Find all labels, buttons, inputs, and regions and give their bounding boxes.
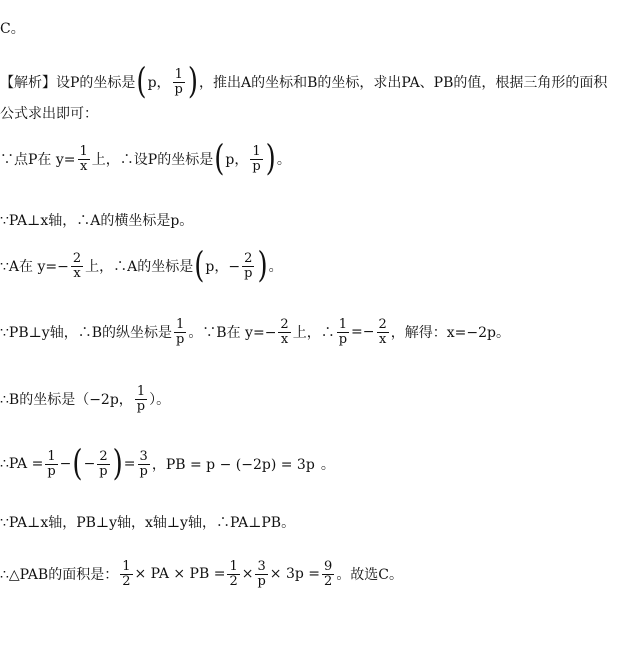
equals-sign: = bbox=[123, 456, 136, 473]
left-paren: ( bbox=[194, 245, 205, 287]
fraction-1-over-2: $\frac{1}{2}$ bbox=[122, 559, 131, 589]
left-paren: ( bbox=[136, 61, 147, 103]
step-text: × PA × PB = bbox=[134, 566, 226, 583]
step-text: ，PB = p − (−2p) = 3p bbox=[151, 457, 315, 474]
answer-line bbox=[0, 18, 25, 38]
step-pa-perp bbox=[0, 210, 193, 230]
fraction-1-over-p: $\frac{1}{p}$ bbox=[252, 144, 261, 174]
fraction-2-over-x: $\frac{2}{x}$ bbox=[72, 251, 82, 281]
step-end: 。 bbox=[268, 259, 283, 276]
step-point-b bbox=[0, 318, 510, 346]
analysis-intro: 【解析】设P的坐标是 bbox=[0, 75, 136, 92]
step-end: 。 bbox=[320, 457, 335, 474]
step-text: ∴PA = bbox=[0, 456, 44, 473]
step-text: ∵PA⊥x轴，PB⊥y轴，x轴⊥y轴，∴PA⊥PB。 bbox=[0, 515, 296, 531]
step-text: 。故选C。 bbox=[336, 567, 404, 584]
analysis-text: ，推出A的坐标和B的坐标，求出PA、PB的值，根据三角形的面积 bbox=[199, 75, 608, 92]
step-text: ∵PA⊥x轴，∴A的横坐标是p。 bbox=[0, 213, 194, 229]
step-text: 上，∴A的坐标是 bbox=[85, 259, 194, 276]
step-text: ∴B的坐标是（−2p， bbox=[0, 392, 133, 409]
step-text: × 3p = bbox=[269, 566, 321, 583]
step-area bbox=[0, 560, 403, 588]
step-text: 上，∴设P的坐标是 bbox=[91, 152, 214, 169]
step-text: ∵A在 y=− bbox=[0, 259, 69, 276]
step-end: 。 bbox=[276, 152, 291, 169]
fraction-2-over-x: $\frac{2}{x}$ bbox=[280, 317, 289, 347]
fraction-1-over-p: $\frac{1}{p}$ bbox=[338, 317, 348, 347]
step-perpendicular bbox=[0, 512, 295, 532]
step-text: 。∵B在 y=− bbox=[188, 325, 277, 342]
fraction-1-over-2: $\frac{1}{2}$ bbox=[229, 559, 238, 589]
step-text: ∵点P在 y= bbox=[0, 152, 76, 169]
step-end: ）。 bbox=[149, 392, 171, 409]
minus-sign: − bbox=[83, 456, 96, 473]
coord-p: p， bbox=[225, 152, 249, 169]
left-paren: ( bbox=[214, 138, 225, 180]
right-paren: ) bbox=[112, 443, 123, 485]
right-paren: ) bbox=[257, 245, 268, 287]
fraction-1-over-p: $\frac{1}{p}$ bbox=[174, 67, 183, 97]
step-text: 上，∴ bbox=[292, 325, 335, 342]
fraction-1-over-p: $\frac{1}{p}$ bbox=[47, 449, 56, 479]
right-paren: ) bbox=[187, 61, 199, 103]
answer-text: C。 bbox=[0, 21, 25, 37]
analysis-line-1 bbox=[0, 61, 608, 103]
step-pa-pb-values bbox=[0, 443, 335, 485]
fraction-3-over-p: $\frac{3}{p}$ bbox=[257, 559, 266, 589]
fraction-2-over-p: $\frac{2}{p}$ bbox=[99, 449, 108, 479]
fraction-1-over-x: $\frac{1}{x}$ bbox=[79, 144, 88, 174]
minus-sign: − bbox=[59, 456, 72, 473]
right-paren: ) bbox=[265, 138, 276, 180]
step-text: =− bbox=[351, 324, 375, 341]
fraction-1-over-p: $\frac{1}{p}$ bbox=[136, 384, 146, 414]
step-point-a bbox=[0, 245, 283, 287]
analysis-text-2: 公式求出即可： bbox=[0, 106, 98, 122]
analysis-line-2 bbox=[0, 103, 98, 123]
fraction-9-over-2: $\frac{9}{2}$ bbox=[324, 559, 333, 589]
fraction-2-over-p: $\frac{2}{p}$ bbox=[244, 251, 253, 281]
coord-p: p， bbox=[147, 75, 171, 92]
fraction-2-over-x: $\frac{2}{x}$ bbox=[378, 317, 387, 347]
fraction-1-over-p: $\frac{1}{p}$ bbox=[175, 317, 185, 347]
coord-p: p，− bbox=[205, 259, 241, 276]
step-text: ∴△PAB的面积是： bbox=[0, 567, 119, 584]
step-text: ∵PB⊥y轴，∴B的纵坐标是 bbox=[0, 325, 172, 342]
step-b-coordinate bbox=[0, 385, 170, 413]
times-sign: × bbox=[241, 566, 254, 583]
step-point-p bbox=[0, 138, 291, 180]
left-paren: ( bbox=[72, 443, 83, 485]
fraction-3-over-p: $\frac{3}{p}$ bbox=[139, 449, 148, 479]
step-text: ，解得：x=−2p。 bbox=[390, 325, 511, 342]
